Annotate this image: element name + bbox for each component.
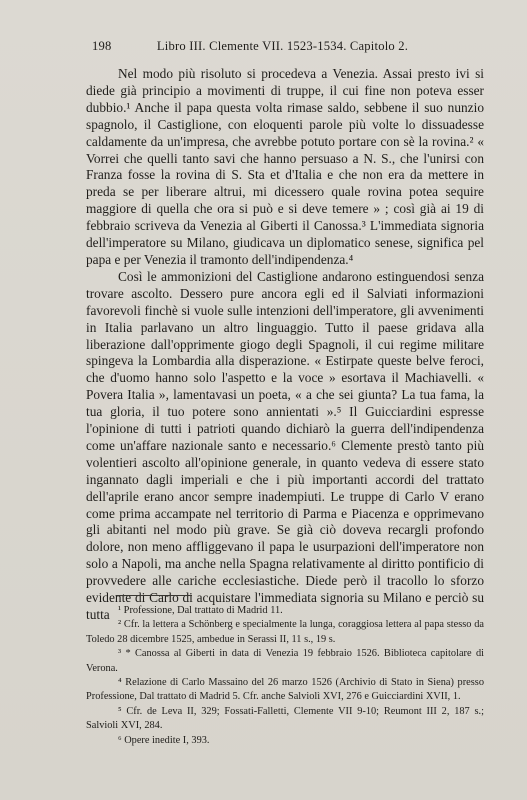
running-title: Libro III. Clemente VII. 1523-1534. Capitolo 2.	[156, 39, 409, 53]
paragraph-1: Nel modo più risoluto si procedeva a Venezia. Assai presto ivi si diede già principio a movimenti di truppe, il cui fine non poteva esser dubbio.¹ Anche il papa questa volta rimase saldo, sebbene il suo nunzio spagnolo, il Castiglione, con eloquenti parole più volte lo dissuadesse caldamente da un'impresa, che avrebbe potuto portare con sè la rovina.² « Vorrei che quelli tanto savi che hanno persuaso a N. S., che l'unirsi con Franza fosse la rovina di S. Sta et d'Italia e che non era da mettere in preda se per liberare altrui, mi dicessero quale rovina potea sequire maggiore di quella che ora si può e si deve temere » ; così già ai 19 di febbraio scriveva da Venezia al Giberti il Canossa.³ L'immediata signoria dell'imperatore su Milano, giudicava un diplomatico senese, significa pel papa e per Venezia il tramonto dell'indipendenza.⁴	[86, 66, 484, 267]
footnote-5: ⁵ Cfr. de Leva II, 329; Fossati-Falletti, Clemente VII 9-10; Reumont III 2, 187 s.; Salvioli XVI, 284.	[86, 705, 484, 732]
footnotes	[86, 604, 484, 748]
page-number: 198	[92, 39, 112, 53]
footnote-1: ¹ Professione, Dal trattato di Madrid 11.	[118, 605, 283, 616]
running-head	[92, 39, 483, 54]
footnote-6: ⁶ Opere inedite I, 393.	[118, 734, 210, 746]
footnote-rule	[116, 595, 192, 596]
footnote-2: ² Cfr. la lettera a Schönberg e specialmente la lunga, coraggiosa lettera al papa stesso da Toledo 28 dicembre 1525, ambedue in Serassi II, 11 s., 19 s.	[86, 619, 484, 645]
footnote-3: ³ * Canossa al Giberti in data di Venezia 19 febbraio 1526. Biblioteca capitolare di Verona.	[86, 648, 484, 674]
footnote-4: ⁴ Relazione di Carlo Massaino del 26 marzo 1526 (Archivio di Stato in Siena) presso Professione, Dal trattato di Madrid 5. Cfr. anche Salviolì XVI, 276 e Guicciardini XVII, 1.	[86, 677, 484, 703]
paragraph-2: Così le ammonizioni del Castiglione andarono estinguendosi senza trovare ascolto. Dessero pure ancora egli ed il Salviati informazioni favorevoli finchè si vuole sulle intenzioni dell'imperatore, gli avvenimenti in Italia parlavano un altro linguaggio. Tutto il paese gridava alla liberazione dall'opprimente giogo degli Spagnoli, il cui regime militare spingeva la Lombardia alla disperazione. « Estirpate queste belve feroci, che d'uomo hanno solo l'aspetto e la voce » esortava il Machiavelli. « Povera Italia », lamentavasi un poeta, « a che sei giunta? La tua fama, la tua gloria, il tuo potere sono annientati ».⁵ Il Guicciardini espresse l'opinione di tutti i patrioti quando dichiarò la guerra dell'indipendenza come un'affare nazionale santo e necessario.⁶ Clemente prestò tanto più volentieri ascolto all'opinione generale, in quanto vedeva di essere stato ingannato dagli imperiali e che i più importanti accordi del trattato dell'aprile erano ancor sempre inadempiuti. Le truppe di Carlo V erano come prima accampate nel territorio di Parma e Piacenza e opprimevano gli abitanti nel modo più grave. Se già ciò doveva recargli profondo dolore, non meno affliggevano il papa le usurpazioni dell'imperatore non solo a Napoli, ma anche nella Spagna relativamente al diritto pontificio di provvedere alle cariche ecclesiastiche. Diede però il tracollo lo sforzo evidente di Carlo di acquistare l'immediata signoria su Milano e perciò su tutta	[86, 268, 484, 622]
body-text	[86, 66, 484, 624]
